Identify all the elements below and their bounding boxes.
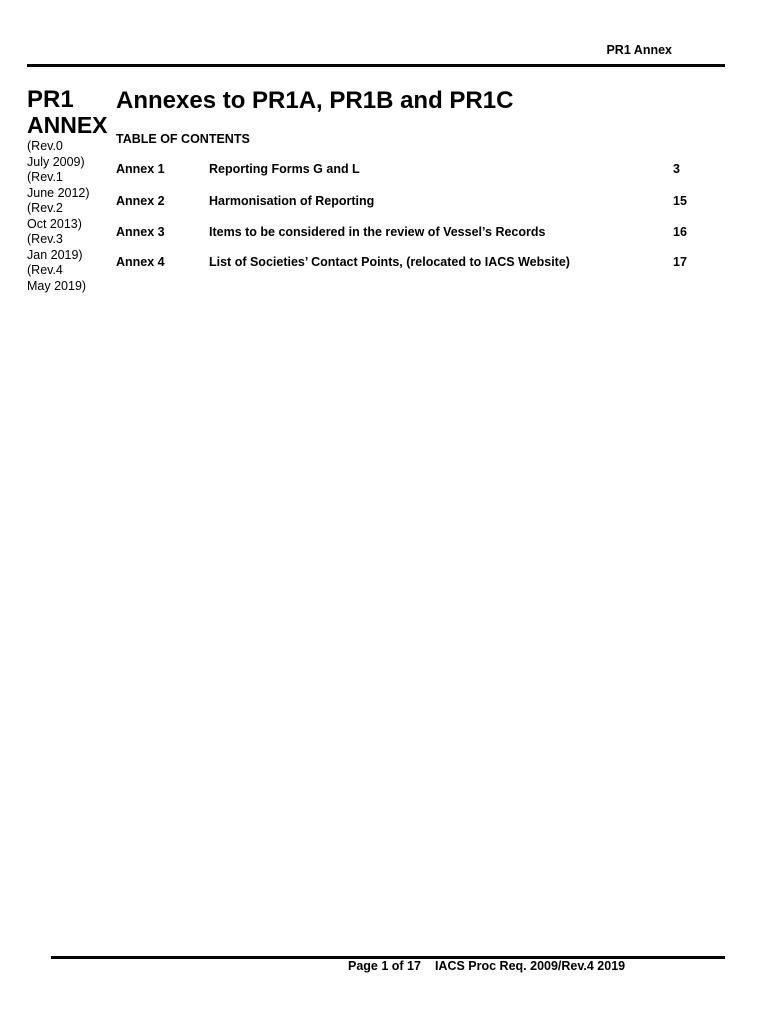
revision-line: (Rev.3 <box>27 232 63 246</box>
toc-page-number: 15 <box>673 194 687 208</box>
document-reference: IACS Proc Req. 2009/Rev.4 2019 <box>434 959 626 973</box>
toc-entry[interactable] <box>116 225 696 241</box>
revision-line: Jan 2019) <box>27 247 83 262</box>
revision-line: (Rev.4 <box>27 263 63 277</box>
toc-page-number: 17 <box>673 255 687 269</box>
document-code: PR1 <box>27 86 74 113</box>
revision-line: May 2019) <box>27 278 87 293</box>
toc-entry[interactable] <box>116 255 696 271</box>
revision-line: June 2012) <box>27 185 90 200</box>
page-number: Page 1 of 17 <box>348 959 421 973</box>
table-of-contents <box>116 162 696 271</box>
toc-heading: TABLE OF CONTENTS <box>116 132 250 146</box>
document-code-sub: ANNEX <box>27 112 108 138</box>
toc-entry[interactable] <box>116 162 696 178</box>
header-divider <box>27 64 725 67</box>
revision-line: (Rev.1 <box>27 170 63 184</box>
revision-line: (Rev.2 <box>27 201 63 215</box>
revision-history <box>27 139 115 294</box>
toc-entry-title: List of Societies’ Contact Points, (relocated to IACS Website) <box>209 255 570 269</box>
running-header: PR1 Annex <box>606 43 672 57</box>
toc-entry-title: Items to be considered in the review of Vessel’s Records <box>209 225 546 239</box>
toc-annex-number: Annex 1 <box>116 162 165 176</box>
toc-annex-number: Annex 3 <box>116 225 165 239</box>
page-footer <box>348 959 625 973</box>
document-identifier <box>27 86 115 294</box>
toc-page-number: 3 <box>673 162 680 176</box>
toc-entry[interactable] <box>116 194 696 210</box>
toc-annex-number: Annex 4 <box>116 255 165 269</box>
toc-entry-title: Reporting Forms G and L <box>209 162 360 176</box>
revision-line: July 2009) <box>27 154 85 169</box>
toc-entry-title: Harmonisation of Reporting <box>209 194 375 208</box>
revision-line: Oct 2013) <box>27 216 82 231</box>
toc-annex-number: Annex 2 <box>116 194 165 208</box>
page-title: Annexes to PR1A, PR1B and PR1C <box>116 87 514 114</box>
toc-page-number: 16 <box>673 225 687 239</box>
revision-line: (Rev.0 <box>27 139 63 153</box>
